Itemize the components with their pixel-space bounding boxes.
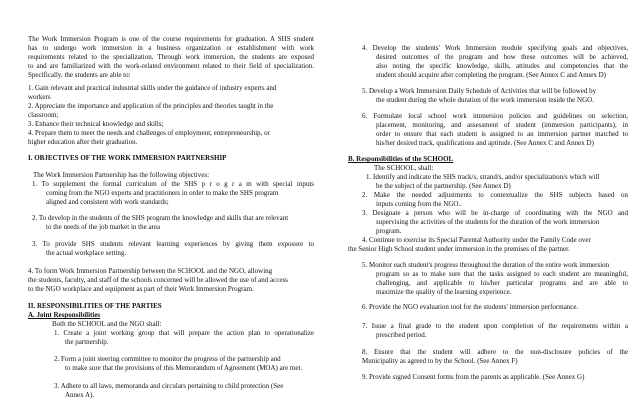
intro-line: The Work Immersion Program is one of the course requirements for graduation. A SHS student (28, 35, 314, 43)
school-item: 5. Develop a Work Immersion Daily Schedule of Activities that will be followed by (362, 87, 597, 95)
objective-item: coming from the NGO experts and practitioners in order to make the SHS program (46, 189, 279, 197)
school-item: order to ensure that each student is assigned to an immersion partner matched to (376, 130, 628, 138)
school-item: 1. Identify and indicate the SHS track/s, strand/s, and/or specialization/s which will (366, 173, 600, 181)
subsection-heading-joint: A. Joint Responsibilities (28, 311, 101, 319)
objective-item: 2. To develop in the students of the SHS program the knowledge and skills that are relevant (32, 214, 289, 222)
school-lead: The SCHOOL, shall: (374, 164, 434, 172)
intro-line: requirements related to the specialization. Through work immersion, the students are exposed (28, 53, 314, 61)
objective-item: to the needs of the job market in the area (46, 223, 161, 231)
subsection-heading-school: B. Responsibilities of the SCHOOL (348, 155, 454, 163)
school-item: maximize the quality of the learning experience. (376, 288, 512, 296)
goal-line: workers (28, 93, 51, 101)
section-heading-objectives: I. OBJECTIVES OF THE WORK IMMERSION PARTNERSHIP (28, 154, 227, 162)
school-item: inputs coming from the NGO.. (376, 200, 462, 208)
objective-item: 4. To form Work Immersion Partnership between the SCHOOL and the NGO, allowing (28, 267, 273, 275)
goal-line: classroom; (28, 111, 59, 119)
objective-item: aligned and consistent with work standards; (46, 198, 169, 206)
school-item: Municipality as agreed to by the School. (See Annex F) (362, 357, 518, 365)
goal-line: 1. Gain relevant and practical industrial skills under the guidance of industry experts and (28, 84, 277, 92)
intro-line: to and are familiarized with the work-related environment related to their field of specialization. (28, 62, 314, 70)
school-item: 8. Ensure that the student will adhere to the non-disclosure policies of the (362, 348, 628, 356)
school-item: prescribed period. (376, 331, 427, 339)
joint-item: Annex A). (65, 391, 95, 399)
school-item: his/her desired track, qualifications and aptitude. (See Annex C and Annex D) (376, 139, 594, 147)
school-item: the student during the whole duration of the work immersion inside the NGO. (376, 96, 594, 104)
joint-item: 2. Form a joint steering committee to monitor the progress of the partnership and (54, 355, 281, 363)
school-item: supervising the activities of the students for the duration of the work immersion (376, 218, 600, 226)
school-item: challenging, and applicable to his/her particular programs and are able to (376, 279, 628, 287)
objective-item: 1. To supplement the formal curriculum of the SHS p r o g r a m with special inputs (32, 180, 314, 188)
objective-item: to the NGO workplace and equipment as part of their Work Immersion Program. (28, 285, 254, 293)
goal-line: 2. Appreciate the importance and application of the principles and theories taught in the (28, 102, 274, 110)
joint-item: to make sure that the provisions of this Memorandum of Agreement (MOA) are met. (65, 364, 303, 372)
goal-line: 4. Prepare them to meet the needs and challenges of employment, entrepreneurship, or (28, 129, 270, 137)
goal-line: higher education after their graduation. (28, 138, 138, 146)
school-item: 6. Provide the NGO evaluation tool for the students' immersion performance. (362, 303, 579, 311)
school-item: the Senior High School student under immersion in the premises of the partner. (348, 245, 570, 253)
school-item: 4. Continue to exercise its Special Parental Authority under the Family Code over (362, 236, 591, 244)
school-item: placement, monitoring, and assessment of student (immersion participants), in (376, 121, 628, 129)
intro-line: has to undergo work immersion in a business organization or establishment with work (28, 44, 314, 52)
objective-item: 3. To provide SHS students relevant learning experiences by giving them exposure to (32, 240, 314, 248)
school-item: also noting the specific knowledge, skills, attitudes and competencies that the (376, 62, 628, 70)
joint-item: the partnership. (65, 338, 109, 346)
goal-line: 3. Enhance their technical knowledge and skills; (28, 120, 164, 128)
objective-item: the actual workplace setting. (46, 249, 127, 257)
school-item: program. (376, 227, 402, 235)
school-item: 4. Develop the students' Work Immersion module specifying goals and objectives, (362, 44, 628, 52)
school-item: program so as to make sure that the tasks assigned to each student are meaningful, (376, 270, 628, 278)
objectives-lead: The Work Immersion Partnership has the following objectives: (33, 171, 210, 179)
intro-line: Specifically, the students are able to: (28, 71, 131, 79)
school-item: 3. Designate a person who will be in-charge of coordinating with the NGO and (362, 209, 628, 217)
school-item: 2. Make the needed adjustments to contextualize the SHS subjects based on (362, 191, 628, 199)
school-item: be the subject of the partnership. (See Annex D) (376, 182, 511, 190)
school-item: 9. Provide signed Consent forms from the parents as applicable. (See Annex G) (362, 373, 585, 381)
joint-item: 1. Create a joint working group that will prepare the action plan to operationalize (54, 329, 314, 337)
school-item: desired outcomes of the program and how these outcomes will be achieved, (376, 53, 628, 61)
joint-item: 3. Adhere to all laws, memoranda and circulars pertaining to child protection (See (54, 382, 284, 390)
objective-item: the students, faculty, and staff of the schools concerned will be allowed the use of and access (28, 276, 288, 284)
school-item: 7. Issue a final grade to the student upon completion of the requirements within a (362, 322, 628, 330)
school-item: 6. Formulate local school work immersion policies and guidelines on selection, (362, 112, 628, 120)
section-heading-responsibilities: II. RESPONSIBILITIES OF THE PARTIES (28, 302, 162, 310)
school-item: student should acquire after completing the program. (See Annex C and Annex D) (376, 71, 606, 79)
joint-lead: Both the SCHOOL and the NGO shall: (52, 320, 162, 328)
school-item: 5. Monitor each student's progress throughout the duration of the entire work immersion (362, 261, 610, 269)
